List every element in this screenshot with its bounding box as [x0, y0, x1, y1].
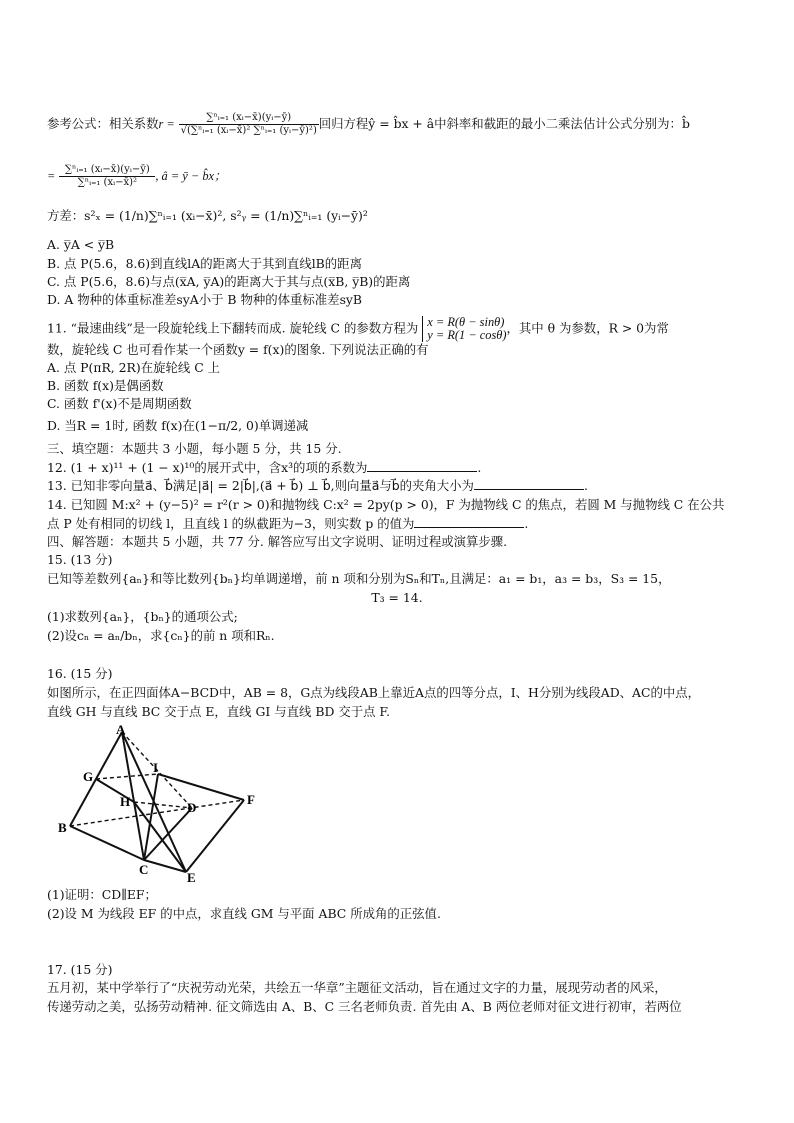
q16-part1: (1)证明：CD∥EF； [47, 887, 157, 902]
label-H: H [120, 794, 131, 809]
edge-GI [96, 774, 158, 779]
q17-line2: 传递劳动之美，弘扬劳动精神. 征文筛选由 A、B、C 三名老师负责. 首先由 A、B 两位老师对征文进行初审，若两位 [47, 999, 682, 1014]
q15-line2: T₃ = 14. [371, 590, 423, 605]
q17-header: 17. (15 分) [47, 962, 113, 977]
q11-eq1: x = R(θ − sinθ) [427, 315, 505, 329]
q11-option-c: C. 函数 f'(x)不是周期函数 [47, 396, 192, 411]
q16-line1: 如图所示，在正四面体A−BCD中，AB = 8，G点为线段AB上靠近A点的四等分点，I、H分别为线段AD、AC的中点， [47, 685, 701, 700]
section3-heading: 三、填空题：本题共 3 小题，每小题 5 分，共 15 分. [47, 441, 342, 456]
q14-line1: 14. 已知圆 M:x² + (y−5)² = r²(r > 0)和抛物线 C:x² = 2py(p > 0)，F 为抛物线 C 的焦点，若圆 M 与抛物线 C 在公共 [47, 497, 725, 512]
label-C: C [139, 862, 149, 877]
q13-text: 13. 已知非零向量a⃗、b⃗满足|a⃗| = 2|b⃗|,(a⃗ + b⃗) ⊥ b⃗,则向量a⃗与b⃗的夹角大小为 [47, 478, 474, 493]
formula-regression: 回归方程ŷ = b̂x + â中斜率和截距的最小二乘法估计公式分别为：b̂ [318, 116, 690, 131]
r-label: r = [158, 117, 175, 131]
q16-header: 16. (15 分) [47, 666, 113, 681]
q16-line2: 直线 GH 与直线 BC 交于点 E，直线 GI 与直线 BD 交于点 F. [47, 704, 391, 719]
q15-part2: (2)设cₙ = aₙ/bₙ，求{cₙ}的前 n 项和Rₙ. [47, 628, 275, 643]
q13-blank [474, 478, 584, 490]
q10-option-c: C. 点 P(5.6，8.6)与点(x̅A, y̅A)的距离大于其与点(x̅B, y̅B)的距离 [47, 274, 411, 289]
q11-intro-end: ，其中 θ 为参数，R > 0为常 [506, 320, 669, 336]
q10-option-a: A. y̅A < y̅B [47, 237, 115, 252]
q10-option-b: B. 点 P(5.6，8.6)到直线lA的距离大于其到直线lB的距离 [47, 256, 362, 271]
label-B: B [58, 820, 67, 835]
edge-CE [144, 860, 186, 872]
label-I: I [153, 760, 159, 775]
formula-line-b [47, 164, 226, 189]
q11-line2: 数，旋轮线 C 也可看作某一个函数y = f(x)的图象. 下列说法正确的有 [47, 342, 429, 357]
r-denominator: √(∑ⁿᵢ₌₁ (xᵢ−x̄)² ∑ⁿᵢ₌₁ (yᵢ−ȳ)²) [180, 125, 317, 136]
edge-BC [70, 826, 144, 860]
b-numerator: ∑ⁿᵢ₌₁ (xᵢ−x̄)(yᵢ−ȳ) [59, 164, 155, 177]
solid-edges [70, 732, 244, 872]
q11-option-d: D. 当R = 1时, 函数 f(x)在(1−π/2, 0)单调递减 [47, 418, 309, 433]
q17-line1: 五月初，某中学举行了“庆祝劳动光荣，共绘五一华章”主题征文活动，旨在通过文字的力量，展现劳动者的风采， [47, 980, 667, 995]
q16-part2: (2)设 M 为线段 EF 的中点，求直线 GM 与平面 ABC 所成角的正弦值. [47, 906, 441, 921]
q14-text: 点 P 处有相同的切线 l，且直线 l 的纵截距为−3，则实数 p 的值为 [47, 516, 415, 531]
edge-IF [158, 774, 244, 800]
q11-option-a: A. 点 P(πR, 2R)在旋轮线 C 上 [47, 360, 221, 375]
q15-part1: (1)求数列{aₙ}，{bₙ}的通项公式; [47, 609, 238, 624]
a-eq: , â = ȳ − b̂x； [155, 169, 227, 183]
q13-line: 13. 已知非零向量a⃗、b⃗满足|a⃗| = 2|b⃗|,(a⃗ + b⃗) ⊥ b⃗,则向量a⃗与b⃗的夹角大小为 . [47, 478, 588, 493]
label-G: G [83, 769, 94, 784]
label-F: F [247, 792, 255, 807]
r-fraction [179, 112, 319, 137]
b-fraction [59, 164, 155, 189]
q15-header: 15. (13 分) [47, 552, 113, 567]
q12-blank [367, 460, 477, 472]
q11-option-b: B. 函数 f(x)是偶函数 [47, 378, 164, 393]
label-D: D [187, 800, 197, 815]
b-eq: = [47, 169, 56, 183]
b-denominator: ∑ⁿᵢ₌₁ (xᵢ−x̄)² [77, 177, 138, 188]
label-A: A [116, 722, 126, 737]
formula-line-r [47, 112, 690, 137]
label-E: E [187, 870, 196, 882]
q11-line1 [47, 316, 669, 342]
formula-intro: 参考公式：相关系数 [47, 116, 159, 131]
q14-blank [414, 516, 524, 528]
q12-line: 12. (1 + x)¹¹ + (1 − x)¹⁰的展开式中，含x³的项的系数为 . [47, 460, 482, 475]
section4-heading: 四、解答题：本题共 5 小题，共 77 分. 解答应写出文字说明、证明过程或演算步骤. [47, 534, 508, 549]
edge-HD [134, 802, 192, 808]
q11-system [422, 316, 506, 342]
q14-line2: 点 P 处有相同的切线 l，且直线 l 的纵截距为−3，则实数 p 的值为 . [47, 516, 529, 531]
formula-variance: 方差：s²ₓ = (1/n)∑ⁿᵢ₌₁ (xᵢ−x̄)², s²ᵧ = (1/n)∑ⁿᵢ₌₁ (yᵢ−ȳ)² [47, 208, 368, 223]
q15-line1: 已知等差数列{aₙ}和等比数列{bₙ}均单调递增，前 n 项和分别为Sₙ和Tₙ,且满足：a₁ = b₁，a₃ = b₃，S₃ = 15， [47, 571, 671, 586]
q10-option-d: D. A 物种的体重标准差syA小于 B 物种的体重标准差syB [47, 292, 363, 307]
q12-text: 12. (1 + x)¹¹ + (1 − x)¹⁰的展开式中，含x³的项的系数为 [47, 460, 368, 475]
q11-eq2: y = R(1 − cosθ) [427, 328, 507, 342]
r-numerator: ∑ⁿᵢ₌₁ (xᵢ−x̄)(yᵢ−ȳ) [179, 112, 319, 125]
tetrahedron-figure [56, 722, 276, 882]
q11-intro: 11. “最速曲线”是一段旋轮线上下翻转而成. 旋轮线 C 的参数方程为 [47, 320, 419, 336]
